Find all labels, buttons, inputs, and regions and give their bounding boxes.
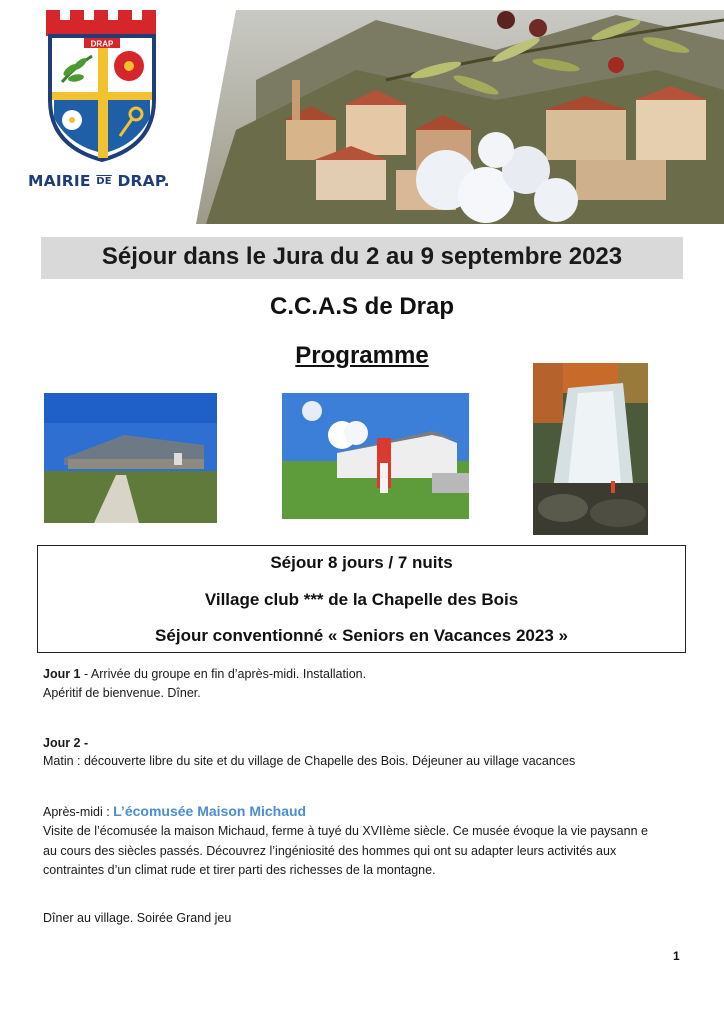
svg-text:DRAP: DRAP <box>90 39 114 49</box>
day1-label: Jour 1 <box>43 667 81 681</box>
day1-line2: Apéritif de bienvenue. Dîner. <box>43 686 201 700</box>
day2-line <box>43 736 88 750</box>
programme-heading: Programme <box>295 342 429 369</box>
page-number: 1 <box>673 949 680 963</box>
ecomusee-title: L’écomusée Maison Michaud <box>113 803 307 819</box>
village-club-building-photo <box>282 393 469 519</box>
afternoon-line <box>43 803 306 819</box>
stay-duration: Séjour 8 jours / 7 nuits <box>270 553 453 572</box>
ccas-subtitle: C.C.A.S de Drap <box>269 293 455 320</box>
day2-morning: Matin : découverte libre du site et du village de Chapelle des Bois. Déjeuner au village vacances <box>43 754 576 768</box>
evening-line: Dîner au village. Soirée Grand jeu <box>43 911 232 925</box>
village-club-name: Village club *** de la Chapelle des Bois <box>204 590 519 609</box>
title-banner <box>41 237 683 279</box>
page-title: Séjour dans le Jura du 2 au 9 septembre 2023 <box>101 243 623 270</box>
day1-line <box>43 667 366 681</box>
farmhouse-photo <box>44 393 217 523</box>
village-banner-photo <box>196 10 724 224</box>
day1-text: - Arrivée du groupe en fin d’après-midi. Installation. <box>80 667 367 681</box>
day2-label: Jour 2 <box>43 736 81 750</box>
mairie-de-drap-logo-text: MAIRIE $\overline{DE}$ DRAP. <box>28 172 170 190</box>
afternoon-label: Après-midi : <box>43 805 114 819</box>
waterfall-photo <box>533 363 648 535</box>
afternoon-text-line3: contraintes d’un climat rude et tirer parti des richesses de la montagne. <box>43 863 436 877</box>
afternoon-text-line1: Visite de l’écomusée la maison Michaud, ferme à tuyé du XVIIème siècle. Ce musée évoque la vie paysann e <box>43 824 648 838</box>
stay-convention: Séjour conventionné « Seniors en Vacances 2023 » <box>155 626 568 645</box>
afternoon-text-line2: au cours des siècles passés. Découvrez l’ingéniosité des hommes qui ont su adapter leurs activités aux <box>43 844 617 858</box>
stay-summary-box <box>37 545 686 653</box>
day2-suffix: - <box>80 736 89 750</box>
